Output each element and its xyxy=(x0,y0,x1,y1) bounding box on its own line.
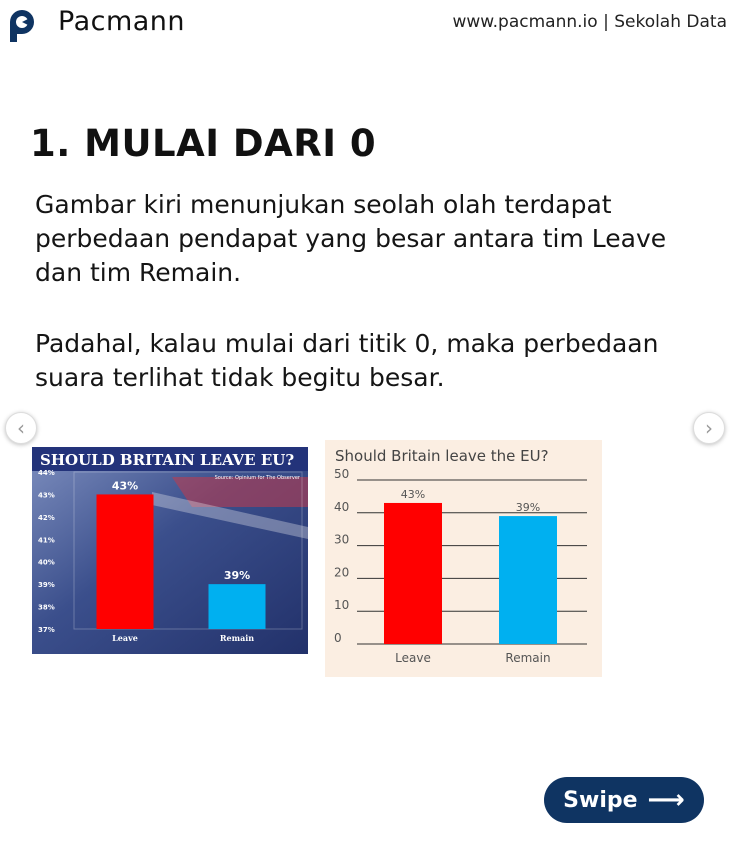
chevron-right-icon: › xyxy=(705,416,713,440)
paragraph-1: Gambar kiri menunjukan seolah olah terdapat perbedaan pendapat yang besar antara tim Leave dan tim Remain. xyxy=(35,190,667,287)
carousel-next-button[interactable] xyxy=(693,412,725,444)
chart-b-y-tick: 50 xyxy=(334,467,350,481)
arrow-right-icon: ⟶ xyxy=(647,785,685,815)
swipe-button[interactable] xyxy=(544,777,704,823)
chart-a-y-tick: 37% xyxy=(38,626,55,634)
zero-axis-chart-svg xyxy=(325,440,602,677)
chart-a-category-label: Leave xyxy=(112,633,138,643)
chart-a-category-label: Remain xyxy=(219,633,255,643)
chart-a-y-tick: 39% xyxy=(38,581,55,590)
chart-a-title: SHOULD BRITAIN LEAVE EU? xyxy=(40,451,295,469)
zero-axis-chart xyxy=(325,440,602,677)
chart-b-category-label: Leave xyxy=(395,651,431,665)
chart-a-source: Source: Opinium for The Observer xyxy=(214,475,300,481)
chart-a-y-tick: 41% xyxy=(38,536,55,545)
chart-b-title: Should Britain leave the EU? xyxy=(335,447,549,465)
chart-b-y-tick: 40 xyxy=(334,499,350,514)
truncated-axis-chart xyxy=(32,447,308,654)
chart-b-bar-remain xyxy=(499,516,557,644)
pacmann-logo-icon xyxy=(6,6,38,44)
chart-b-category-label: Remain xyxy=(505,651,551,665)
chart-a-bar-leave xyxy=(97,494,154,629)
slide-title: 1. MULAI DARI 0 xyxy=(30,122,377,165)
chevron-left-icon: ‹ xyxy=(17,416,25,440)
chart-b-y-tick: 30 xyxy=(334,532,350,547)
paragraph-2: Padahal, kalau mulai dari titik 0, maka perbedaan suara terlihat tidak begitu besar. xyxy=(35,329,659,392)
chart-b-bar-leave xyxy=(384,503,442,644)
chart-a-y-tick: 40% xyxy=(38,558,55,567)
chart-a-value-label: 43% xyxy=(111,479,139,493)
carousel-prev-button[interactable] xyxy=(5,412,37,444)
chart-b-y-tick: 10 xyxy=(334,598,350,613)
chart-a-y-tick: 42% xyxy=(38,513,55,522)
chart-a-y-tick: 44% xyxy=(38,469,55,477)
chart-a-y-tick: 43% xyxy=(38,491,55,500)
chart-b-y-tick: 0 xyxy=(334,631,342,645)
swipe-label: Swipe xyxy=(563,787,638,813)
truncated-chart-svg xyxy=(32,447,308,654)
chart-b-value-label: 43% xyxy=(400,487,426,501)
chart-a-value-label: 39% xyxy=(223,569,251,583)
chart-b-value-label: 39% xyxy=(515,501,541,515)
brand-name: Pacmann xyxy=(58,6,186,37)
site-url: www.pacmann.io | Sekolah Data xyxy=(452,12,727,32)
chart-a-bar-remain xyxy=(209,584,266,629)
chart-b-y-tick: 20 xyxy=(334,565,350,580)
chart-a-y-tick: 38% xyxy=(38,603,55,612)
